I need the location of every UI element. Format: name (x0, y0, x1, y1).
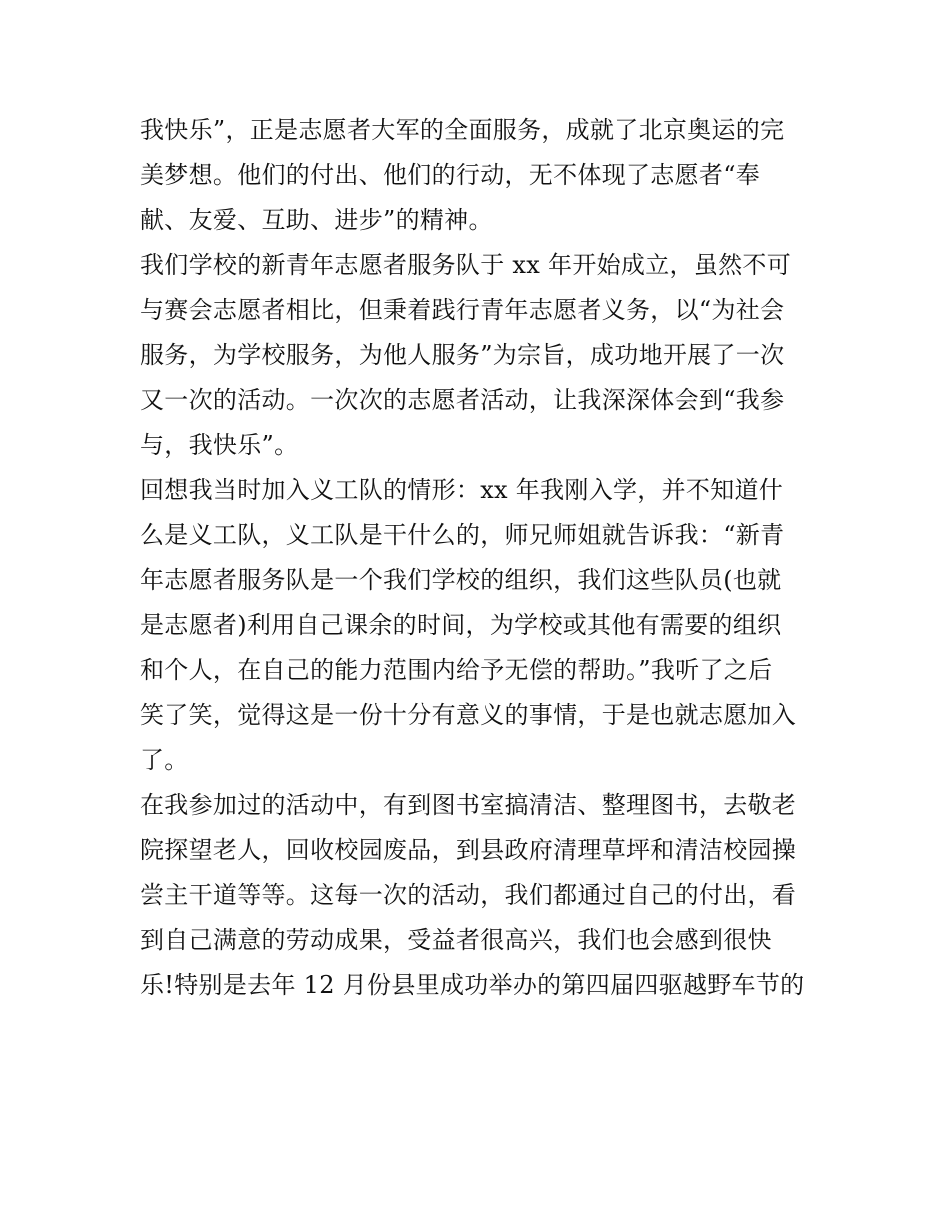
text-line: 是志愿者)利用自己课余的时间，为学校或其他有需要的组织 (140, 611, 782, 639)
body-text (140, 108, 820, 1008)
text-line: 我快乐”，正是志愿者大军的全面服务，成就了北京奥运的完 (140, 116, 785, 144)
text-line: 献、友爱、互助、进步”的精神。 (140, 206, 493, 234)
text-line: 在我参加过的活动中，有到图书室搞清洁、整理图书，去敬老 (140, 791, 797, 819)
text-line: 又一次的活动。一次次的志愿者活动，让我深深体会到“我参 (140, 386, 785, 414)
text-line: 和个人，在自己的能力范围内给予无偿的帮助。”我听了之后 (140, 656, 773, 684)
text-line: 到自己满意的劳动成果，受益者很高兴，我们也会感到很快 (140, 926, 772, 954)
text-line: 笑了笑，觉得这是一份十分有意义的事情，于是也就志愿加入 (140, 701, 797, 729)
text-line: 与，我快乐”。 (140, 431, 299, 459)
text-line: 了。 (140, 746, 189, 774)
text-line: 美梦想。他们的付出、他们的行动，无不体现了志愿者“奉 (140, 161, 761, 189)
text-line: 与赛会志愿者相比，但秉着践行青年志愿者义务，以“为社会 (140, 296, 785, 324)
text-line: 么是义工队，义工队是干什么的，师兄师姐就告诉我：“新青 (140, 521, 785, 549)
text-line: 我们学校的新青年志愿者服务队于 xx 年开始成立，虽然不可 (140, 251, 792, 279)
text-line: 乐!特别是去年 12 月份县里成功举办的第四届四驱越野车节的 (140, 971, 805, 999)
text-line: 回想我当时加入义工队的情形：xx 年我刚入学，并不知道什 (140, 476, 784, 504)
text-line: 院探望老人，回收校园废品，到县政府清理草坪和清洁校园操 (140, 836, 797, 864)
text-line: 尝主干道等等。这每一次的活动，我们都通过自己的付出，看 (140, 881, 797, 909)
text-line: 年志愿者服务队是一个我们学校的组织，我们这些队员(也就 (140, 566, 782, 594)
text-line: 服务，为学校服务，为他人服务”为宗旨，成功地开展了一次 (140, 341, 785, 369)
